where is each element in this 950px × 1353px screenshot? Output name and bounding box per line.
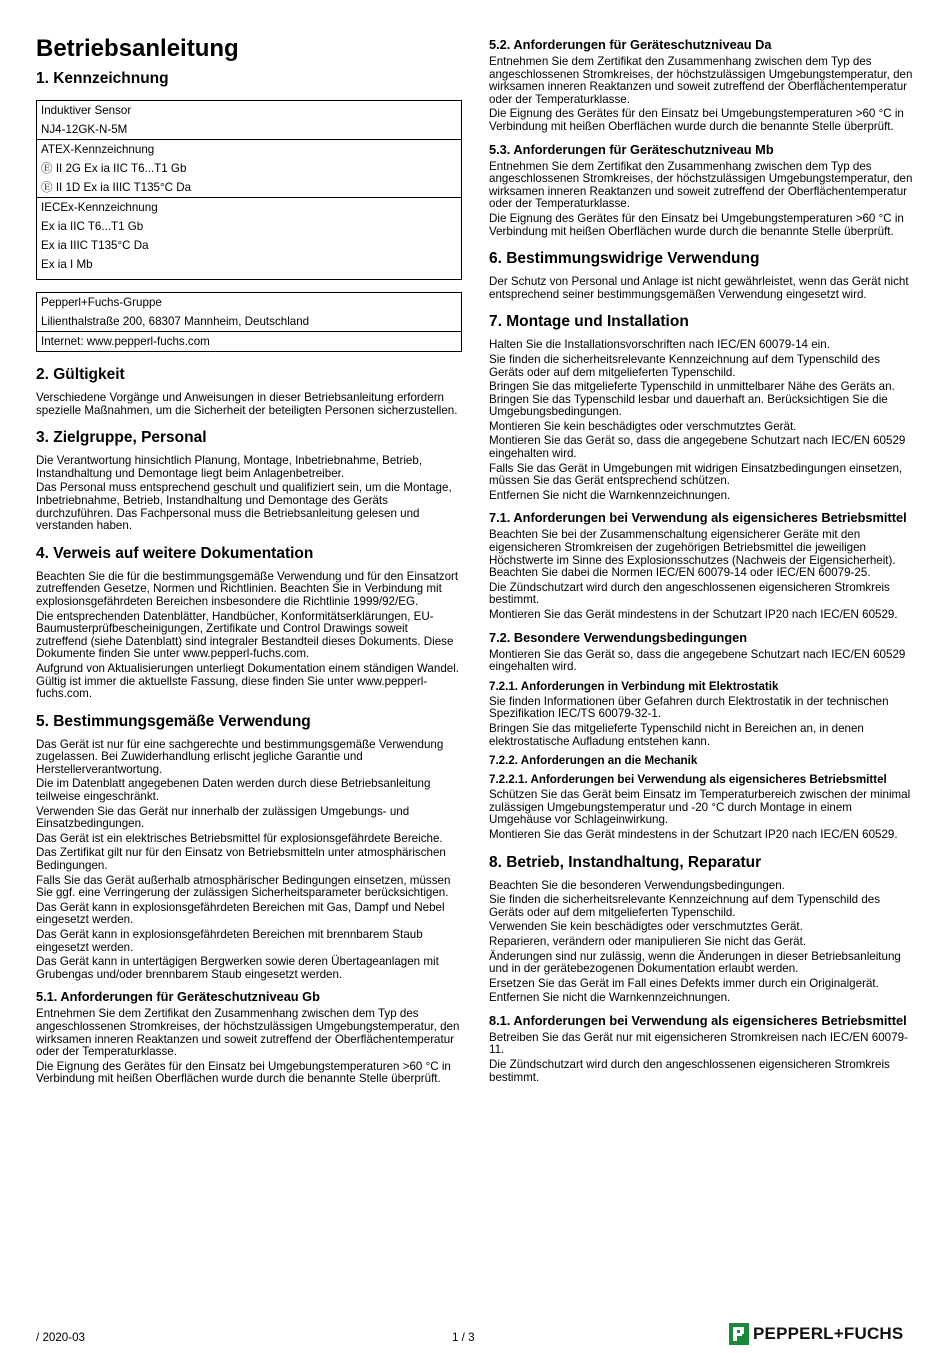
paragraph: Das Zertifikat gilt nur für den Einsatz von Betriebsmitteln unter atmosphärischen Bedingungen. <box>36 846 446 873</box>
company-group-internet <box>37 331 461 351</box>
paragraph: Reparieren, verändern oder manipulieren Sie nicht das Gerät. <box>489 934 807 948</box>
paragraph: Die Verantwortung hinsichtlich Planung, Montage, Inbetriebnahme, Betrieb, Instandhaltung und Demontage liegt beim Anlagenbetreiber. <box>36 454 423 480</box>
company-row: Lilienthalstraße 200, 68307 Mannheim, Deutschland <box>41 315 310 328</box>
paragraph: Das Gerät ist ein elektrisches Betriebsmittel für explosionsgefährdete Bereiche. <box>36 831 443 845</box>
paragraph: Verschiedene Vorgänge und Anweisungen in dieser Betriebsanleitung erfordern spezielle Maßnahmen, um die Sicherheit der beteiligten Personen sicherzustellen. <box>36 391 458 417</box>
paragraph: Montieren Sie das Gerät mindestens in der Schutzart IP20 nach IEC/EN 60529. <box>489 608 898 621</box>
paragraph: Sie finden die sicherheitsrelevante Kennzeichnung auf dem Typenschild des Geräts oder auf dem mitgelieferten Typenschild. <box>489 893 881 919</box>
company-logo <box>729 1323 903 1345</box>
section-5-title: 5. Bestimmungsgemäße Verwendung <box>36 712 311 730</box>
ident-row: NJ4-12GK-N-5M <box>41 123 128 136</box>
paragraph: Der Schutz von Personal und Anlage ist nicht gewährleistet, wenn das Gerät nicht entsprechend seiner bestimmungsgemäßen Verwendung eingesetzt wird. <box>489 275 909 301</box>
section-2-title: 2. Gültigkeit <box>36 366 125 383</box>
ident-group-atex <box>37 139 461 197</box>
section-7-2-2-title: 7.2.2. Anforderungen an die Mechanik <box>489 754 698 768</box>
paragraph: Änderungen sind nur zulässig, wenn die Änderungen in dieser Betriebsanleitung und in der gerätebezogenen Dokumentation erlaubt werden. <box>489 949 901 976</box>
ident-group-iecex <box>37 197 461 279</box>
paragraph: Die im Datenblatt angegebenen Daten werden durch diese Betriebsanleitung teilweise eingeschränkt. <box>36 777 431 804</box>
section-7-2-1-title: 7.2.1. Anforderungen in Verbindung mit Elektrostatik <box>489 679 779 693</box>
section-8-title: 8. Betrieb, Instandhaltung, Reparatur <box>489 853 762 871</box>
paragraph: Die entsprechenden Datenblätter, Handbücher, Konformitätserklärungen, EU-Baumusterprüfbescheinigungen, Zertifikate und Control Drawings soweit zutreffend (siehe Datenblatt) sind integraler Bestandteil dieses Dokuments. Diese Dokumente finden Sie unter www.pepperl-fuchs.com. <box>36 609 454 661</box>
paragraph: Bringen Sie das mitgelieferte Typenschild nicht in Bereichen an, in denen elektrostatische Aufladung entstehen kann. <box>489 721 864 748</box>
paragraph: Sie finden die sicherheitsrelevante Kennzeichnung auf dem Typenschild des Geräts oder auf dem mitgelieferten Typenschild. <box>489 352 881 379</box>
paragraph: Verwenden Sie kein beschädigtes oder verschmutztes Gerät. <box>489 920 803 934</box>
paragraph: Beachten Sie die besonderen Verwendungsbedingungen. <box>489 878 785 892</box>
footer-page-number: 1 / 3 <box>452 1331 475 1344</box>
paragraph: Sie finden Informationen über Gefahren durch Elektrostatik in der technischen Spezifikation IEC/TS 60079-32-1. <box>489 694 889 721</box>
paragraph: Das Personal muss entsprechend geschult und qualifiziert sein, um die Montage, Inbetriebnahme, Betrieb, Instandhaltung und Demontage des Geräts durchzuführen. Das Fachpersonal muss die Betriebsanleitung gelesen und verstanden haben. <box>36 481 452 533</box>
section-8-1-title: 8.1. Anforderungen bei Verwendung als eigensicheres Betriebsmittel <box>489 1012 907 1028</box>
left-column <box>36 34 462 1088</box>
paragraph: Montieren Sie kein beschädigtes oder verschmutztes Gerät. <box>489 419 797 433</box>
paragraph: Die Eignung des Gerätes für den Einsatz bei Umgebungstemperaturen >60 °C in Verbindung mit heißen Oberflächen wurde durch die benannte Stelle überprüft. <box>489 107 904 133</box>
paragraph: Die Eignung des Gerätes für den Einsatz bei Umgebungstemperaturen >60 °C in Verbindung mit heißen Oberflächen wurde durch die benannte Stelle überprüft. <box>489 211 904 238</box>
section-5-3-title: 5.3. Anforderungen für Geräteschutzniveau Mb <box>489 141 774 157</box>
paragraph: Das Gerät kann in untertägigen Bergwerken sowie deren Übertageanlagen mit Grubengas und/oder brennbarem Staub eingesetzt werden. <box>36 955 439 981</box>
paragraph: Bringen Sie das mitgelieferte Typenschild in unmittelbarer Nähe des Geräts an. Bringen Sie das Typenschild lesbar und dauerhaft an. Berücksichtigen Sie die Umgebungsbedingungen. <box>489 380 895 419</box>
ident-row: Ex ia IIIC T135°C Da <box>41 239 149 252</box>
paragraph: Die Zündschutzart wird durch den angeschlossenen eigensicheren Stromkreis bestimmt. <box>489 1058 890 1084</box>
footer-date: / 2020-03 <box>36 1331 85 1344</box>
company-row: Internet: www.pepperl-fuchs.com <box>41 335 210 348</box>
paragraph: Ersetzen Sie das Gerät im Fall eines Defekts immer durch ein Originalgerät. <box>489 976 879 990</box>
right-column <box>489 38 917 1086</box>
company-row: Pepperl+Fuchs-Gruppe <box>41 296 162 309</box>
ident-row: Ⓔ II 2G Ex ia IIC T6...T1 Gb <box>41 162 187 175</box>
paragraph: Entfernen Sie nicht die Warnkennzeichnungen. <box>489 991 731 1005</box>
paragraph: Montieren Sie das Gerät mindestens in der Schutzart IP20 nach IEC/EN 60529. <box>489 827 898 841</box>
paragraph: Halten Sie die Installationsvorschriften nach IEC/EN 60079-14 ein. <box>489 338 830 352</box>
ident-row: Ex ia IIC T6...T1 Gb <box>41 220 144 233</box>
paragraph: Die Eignung des Gerätes für den Einsatz bei Umgebungstemperaturen >60 °C in Verbindung mit heißen Oberflächen wurde durch die benannte Stelle überprüft. <box>36 1059 451 1086</box>
paragraph: Falls Sie das Gerät in Umgebungen mit widrigen Einsatzbedingungen einsetzen, müssen Sie das Gerät entsprechend schützen. <box>489 461 903 488</box>
section-7-1-title: 7.1. Anforderungen bei Verwendung als eigensicheres Betriebsmittel <box>489 510 907 526</box>
logo-text: PEPPERL+FUCHS <box>753 1324 904 1343</box>
ident-row: Induktiver Sensor <box>41 104 132 117</box>
ident-row: ATEX-Kennzeichnung <box>41 143 155 156</box>
section-5-2-title: 5.2. Anforderungen für Geräteschutzniveau Da <box>489 37 772 52</box>
company-group-address <box>37 293 461 331</box>
section-6-title: 6. Bestimmungswidrige Verwendung <box>489 250 760 268</box>
ident-row: Ⓔ II 1D Ex ia IIIC T135°C Da <box>41 181 192 194</box>
ident-group-product <box>37 101 461 139</box>
paragraph: Entfernen Sie nicht die Warnkennzeichnungen. <box>489 488 731 502</box>
section-7-2-title: 7.2. Besondere Verwendungsbedingungen <box>489 629 748 645</box>
paragraph: Beachten Sie bei der Zusammenschaltung eigensicherer Geräte mit den eigensicheren Stromkreisen der zugehörigen Betriebsmittel die jeweiligen Höchstwerte im Sinne des Explosionsschutzes (Nachweis der Eigensicherheit). Beachten Sie dabei die Normen IEC/EN 60079-14 oder IEC/EN 60079-25. <box>489 528 896 580</box>
paragraph: Die Zündschutzart wird durch den angeschlossenen eigensicheren Stromkreis bestimmt. <box>489 580 890 607</box>
paragraph: Das Gerät kann in explosionsgefährdeten Bereichen mit brennbarem Staub eingesetzt werden. <box>36 928 423 954</box>
paragraph: Falls Sie das Gerät außerhalb atmosphärischer Bedingungen einsetzen, müssen Sie ggf. eine Verringerung der zulässigen Sicherheitsparameter berücksichtigen. <box>36 873 451 900</box>
section-3-title: 3. Zielgruppe, Personal <box>36 429 207 447</box>
pf-logo-icon <box>729 1323 749 1345</box>
section-1-title: 1. Kennzeichnung <box>36 70 169 87</box>
ident-row: IECEx-Kennzeichnung <box>41 201 158 214</box>
paragraph: Schützen Sie das Gerät beim Einsatz im Temperaturbereich zwischen der minimal zulässigen Umgebungstemperatur und -20 °C durch Montage in einem Umgehäuse vor Schlageinwirkung. <box>489 788 911 827</box>
paragraph: Entnehmen Sie dem Zertifikat den Zusammenhang zwischen dem Typ des angeschlossenen Stromkreises, der höchstzulässigen Umgebungstemperatur, den wirksamen inneren Reaktanzen und soweit zutreffend der Oberflächentemperatur oder der Temperaturklasse. <box>489 55 913 106</box>
identification-box <box>36 100 462 280</box>
paragraph: Das Gerät kann in explosionsgefährdeten Bereichen mit Gas, Dampf und Nebel eingesetzt werden. <box>36 900 445 927</box>
paragraph: Entnehmen Sie dem Zertifikat den Zusammenhang zwischen dem Typ des angeschlossenen Stromkreises, der höchstzulässigen Umgebungstemperatur, den wirksamen inneren Reaktanzen und soweit zutreffend der Oberflächentemperatur oder der Temperaturklasse. <box>489 159 913 211</box>
company-box <box>36 292 462 352</box>
paragraph: Verwenden Sie das Gerät nur innerhalb der zulässigen Umgebungs- und Einsatzbedingungen. <box>36 804 410 831</box>
section-7-title: 7. Montage und Installation <box>489 313 689 331</box>
section-5-1-title: 5.1. Anforderungen für Geräteschutzniveau Gb <box>36 989 320 1005</box>
paragraph: Entnehmen Sie dem Zertifikat den Zusammenhang zwischen dem Typ des angeschlossenen Stromkreises, der höchstzulässigen Umgebungstemperatur, den wirksamen inneren Reaktanzen und soweit zutreffend der Oberflächentemperatur oder der Temperaturklasse. <box>36 1007 460 1059</box>
paragraph: Montieren Sie das Gerät so, dass die angegebene Schutzart nach IEC/EN 60529 eingehalten wird. <box>489 434 906 461</box>
paragraph: Beachten Sie die für die bestimmungsgemäße Verwendung und für den Einsatzort zutreffenden Gesetze, Normen und Richtlinien. Beachten Sie in Verbindung mit explosionsgefährdeten Bereichen insbesondere die Richtlinie 1999/92/EG. <box>36 569 459 608</box>
paragraph: Betreiben Sie das Gerät nur mit eigensicheren Stromkreisen nach IEC/EN 60079-11. <box>489 1030 908 1057</box>
ident-row: Ex ia I Mb <box>41 258 93 271</box>
paragraph: Aufgrund von Aktualisierungen unterliegt Dokumentation einem ständigen Wandel. Gültig ist immer die aktuellste Fassung, diese finden Sie unter www.pepperl-fuchs.com. <box>36 661 460 701</box>
section-4-title: 4. Verweis auf weitere Dokumentation <box>36 544 314 562</box>
paragraph: Das Gerät ist nur für eine sachgerechte und bestimmungsgemäße Verwendung zugelassen. Bei Zuwiderhandlung erlischt jegliche Garantie und Herstellerverantwortung. <box>36 737 444 776</box>
document-title: Betriebsanleitung <box>36 35 239 62</box>
paragraph: Montieren Sie das Gerät so, dass die angegebene Schutzart nach IEC/EN 60529 eingehalten wird. <box>489 647 906 674</box>
section-7-2-2-1-title: 7.2.2.1. Anforderungen bei Verwendung als eigensicheres Betriebsmittel <box>489 773 887 787</box>
